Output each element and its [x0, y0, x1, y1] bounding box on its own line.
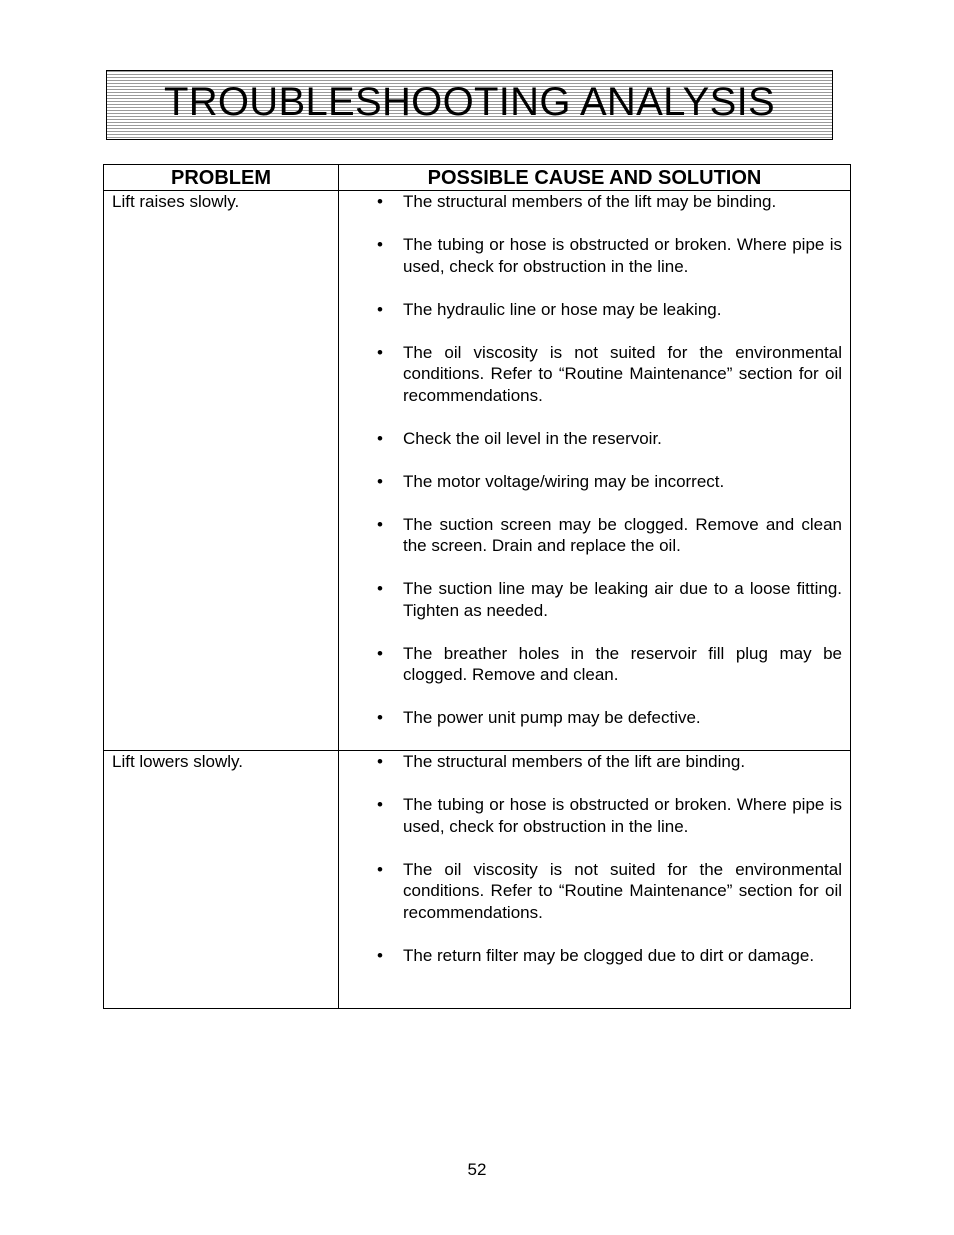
- cause-item: [339, 945, 842, 967]
- cause-cell: [339, 191, 851, 751]
- cause-item: [339, 859, 842, 924]
- cause-text: The oil viscosity is not suited for the environmental conditions. Refer to “Routine Maintenance” section for oil recommendations.: [403, 859, 842, 922]
- cause-text: The structural members of the lift are binding.: [403, 752, 746, 771]
- cause-text: The return filter may be clogged due to dirt or damage.: [403, 945, 815, 965]
- bullet-icon: •: [377, 428, 383, 448]
- cause-text: The tubing or hose is obstructed or broken. Where pipe is used, check for obstruction in the line.: [403, 235, 842, 276]
- cause-text: The suction screen may be clogged. Remove and clean the screen. Drain and replace the oil.: [403, 514, 842, 555]
- header-cause: POSSIBLE CAUSE AND SOLUTION: [339, 165, 851, 191]
- cause-text: The structural members of the lift may be binding.: [403, 192, 777, 211]
- bullet-icon: •: [377, 579, 383, 598]
- cause-text: Check the oil level in the reservoir.: [403, 428, 662, 448]
- cause-text: The breather holes in the reservoir fill plug may be clogged. Remove and clean.: [403, 643, 842, 684]
- cause-list: [339, 751, 842, 966]
- cause-item: [339, 751, 842, 773]
- problem-text: Lift lowers slowly.: [112, 752, 243, 771]
- table-header-row: [104, 165, 851, 191]
- bullet-icon: •: [377, 342, 383, 362]
- cause-item: [339, 299, 842, 321]
- troubleshooting-table: [103, 164, 851, 1009]
- bullet-icon: •: [377, 471, 383, 491]
- cause-item: [339, 428, 842, 450]
- bullet-icon: •: [377, 235, 383, 254]
- cause-item: [339, 707, 842, 729]
- cause-text: The tubing or hose is obstructed or broken. Where pipe is used, check for obstruction in the line.: [403, 795, 842, 836]
- title-banner: [106, 70, 833, 140]
- cause-item: [339, 514, 842, 557]
- cause-item: [339, 234, 842, 277]
- bullet-icon: •: [377, 514, 383, 534]
- problem-cell: [104, 191, 339, 751]
- cause-list: [339, 191, 842, 729]
- table-row: [104, 751, 851, 1009]
- bullet-icon: •: [377, 192, 383, 211]
- cause-item: [339, 342, 842, 407]
- cause-text: The motor voltage/wiring may be incorrect.: [403, 471, 725, 491]
- cause-text: The power unit pump may be defective.: [403, 708, 701, 727]
- cause-item: [339, 643, 842, 686]
- page-number: 52: [467, 1160, 487, 1179]
- cause-text: The suction line may be leaking air due to a loose fitting. Tighten as needed.: [403, 579, 842, 620]
- bullet-icon: •: [377, 795, 383, 814]
- table-row: [104, 191, 851, 751]
- cause-item: [339, 471, 842, 493]
- header-problem: PROBLEM: [104, 165, 339, 191]
- cause-cell: [339, 751, 851, 1009]
- problem-cell: [104, 751, 339, 1009]
- bullet-icon: •: [377, 708, 383, 727]
- bullet-icon: •: [377, 299, 383, 319]
- bullet-icon: •: [377, 859, 383, 879]
- cause-item: [339, 191, 842, 213]
- bullet-icon: •: [377, 643, 383, 663]
- cause-text: The hydraulic line or hose may be leaking.: [403, 299, 722, 319]
- cause-text: The oil viscosity is not suited for the environmental conditions. Refer to “Routine Maintenance” section for oil recommendations.: [403, 342, 842, 405]
- bullet-icon: •: [377, 945, 383, 965]
- cause-item: [339, 578, 842, 621]
- bullet-icon: •: [377, 752, 383, 771]
- problem-text: Lift raises slowly.: [112, 192, 240, 211]
- cause-item: [339, 794, 842, 837]
- page-title: TROUBLESHOOTING ANALYSIS: [163, 80, 776, 124]
